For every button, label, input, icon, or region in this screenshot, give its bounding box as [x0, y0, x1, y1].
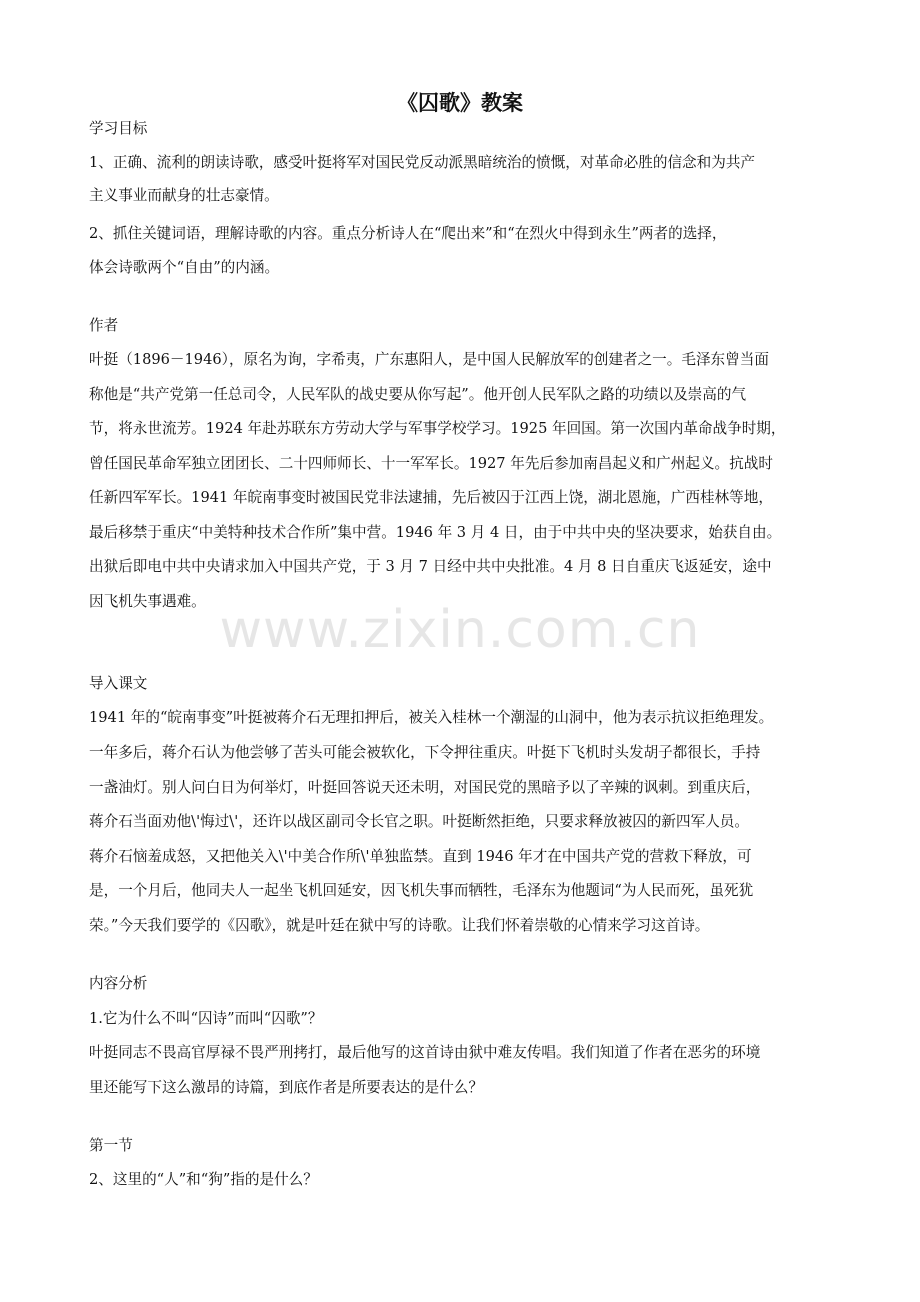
paragraph-line: 出狱后即电中共中央请求加入中国共产党，于 3 月 7 日经中共中央批准。4 月 8 日自重庆飞返延安，途中 [89, 558, 772, 575]
paragraph-line: 叶挺（1896－1946），原名为询，字希夷，广东惠阳人，是中国人民解放军的创建者之一。毛泽东曾当面 [89, 351, 769, 368]
paragraph-line: 主义事业而献身的壮志豪情。 [89, 187, 279, 204]
question-line: 2、这里的“人”和“狗”指的是什么？ [89, 1171, 318, 1188]
section-heading-analysis: 内容分析 [89, 975, 148, 992]
paragraph-line: 2、抓住关键词语，理解诗歌的内容。重点分析诗人在“爬出来”和“在烈火中得到永生”两者的选择， [89, 225, 727, 242]
section-heading-goals: 学习目标 [89, 120, 148, 137]
paragraph-line: 是，一个月后，他同夫人一起坐飞机回延安，因飞机失事而牺牲，毛泽东为他题词“为人民而死，虽死犹 [89, 882, 754, 899]
paragraph-line: 蒋介石当面劝他\'悔过\'，还许以战区副司令长官之职。叶挺断然拒绝，只要求释放被囚的新四军人员。 [89, 813, 749, 830]
paragraph-line: 1941 年的“皖南事变”叶挺被蒋介石无理扣押后，被关入桂林一个潮湿的山洞中，他为表示抗议拒绝理发。 [89, 709, 774, 726]
paragraph-line: 里还能写下这么激昂的诗篇，到底作者是所要表达的是什么？ [89, 1079, 484, 1096]
paragraph-line: 1、正确、流利的朗读诗歌，感受叶挺将军对国民党反动派黑暗统治的愤慨，对革命必胜的信念和为共产 [89, 154, 756, 171]
question-line: 1.它为什么不叫“囚诗”而叫“囚歌”？ [89, 1010, 323, 1027]
paragraph-line: 最后移禁于重庆“中美特种技术合作所”集中营。1946 年 3 月 4 日，由于中共中央的坚决要求，始获自由。 [89, 524, 782, 541]
paragraph-line: 体会诗歌两个“自由”的内涵。 [89, 259, 280, 276]
paragraph-line: 蒋介石恼羞成怒，又把他关入\'中美合作所\'单独监禁。直到 1946 年才在中国共产党的营救下释放，可 [89, 848, 752, 865]
paragraph-line: 因飞机失事遇难。 [89, 593, 206, 610]
section-heading-author: 作者 [89, 317, 119, 334]
paragraph-line: 称他是“共产党第一任总司令，人民军队的战史要从你写起”。他开创人民军队之路的功绩以及崇高的气 [89, 386, 747, 403]
document-title: 《囚歌》教案 [397, 90, 523, 115]
paragraph-line: 荣。”今天我们要学的《囚歌》，就是叶廷在狱中写的诗歌。让我们怀着崇敬的心情来学习这首诗。 [89, 917, 710, 934]
watermark: www.zixin.com.cn [219, 600, 701, 660]
paragraph-line: 曾任国民革命军独立团团长、二十四师师长、十一军军长。1927 年先后参加南昌起义和广州起义。抗战时 [89, 455, 773, 472]
paragraph-line: 任新四军军长。1941 年皖南事变时被国民党非法逮捕，先后被囚于江西上饶，湖北恩施，广西桂林等地， [89, 489, 773, 506]
paragraph-line: 一盏油灯。别人问白日为何举灯，叶挺回答说天还未明，对国民党的黑暗予以了辛辣的讽刺。到重庆后， [89, 779, 761, 796]
section-heading-part-one: 第一节 [89, 1137, 133, 1154]
paragraph-line: 叶挺同志不畏高官厚禄不畏严刑拷打，最后他写的这首诗由狱中难友传唱。我们知道了作者在恶劣的环境 [89, 1044, 761, 1061]
section-heading-intro: 导入课文 [89, 675, 148, 692]
paragraph-line: 一年多后，蒋介石认为他尝够了苦头可能会被软化，下令押往重庆。叶挺下飞机时头发胡子都很长，手持 [89, 744, 761, 761]
paragraph-line: 节，将永世流芳。1924 年赴苏联东方劳动大学与军事学校学习。1925 年回国。第一次国内革命战争时期， [89, 420, 786, 437]
